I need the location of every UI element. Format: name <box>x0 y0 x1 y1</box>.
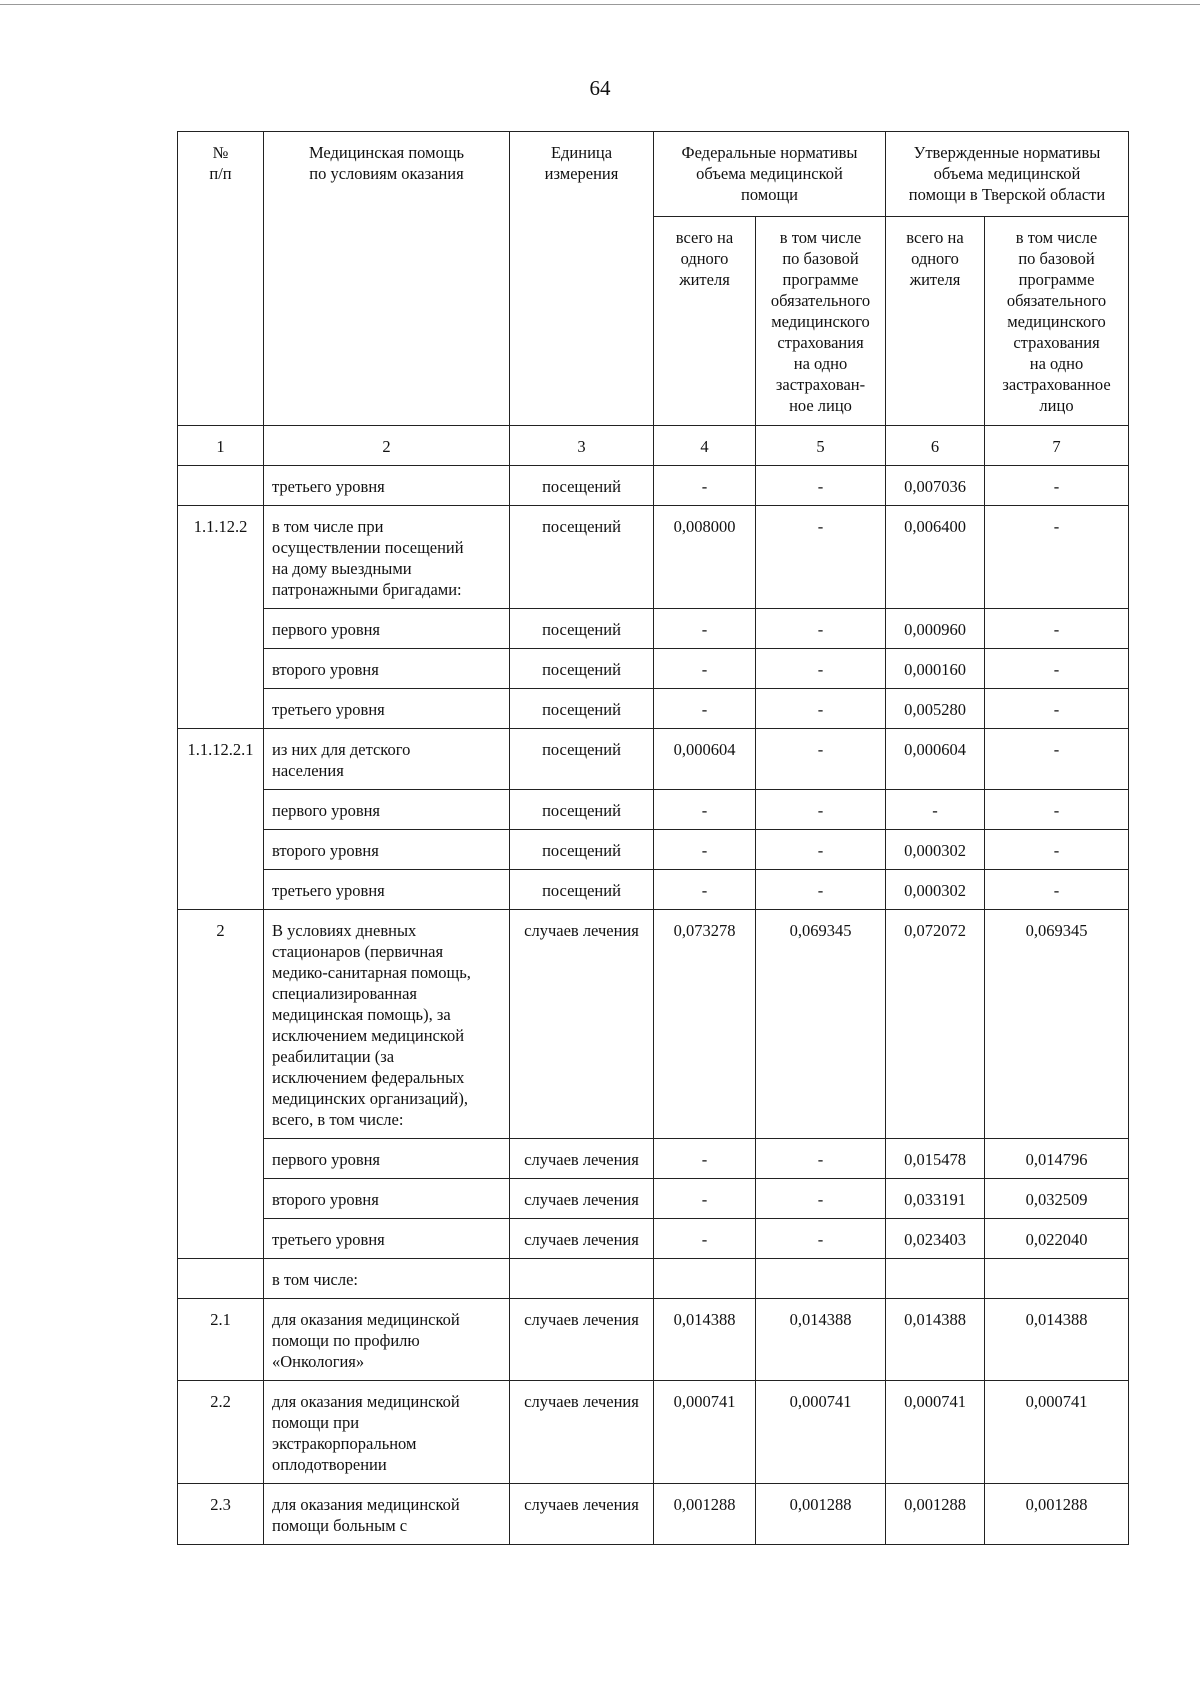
appr-oms-value: - <box>985 729 1129 790</box>
row-number: 2.2 <box>178 1381 264 1484</box>
appr-oms-value: - <box>985 830 1129 870</box>
header-row-1 <box>178 132 1129 217</box>
row-unit: посещений <box>510 689 654 729</box>
row-number: 2.3 <box>178 1484 264 1545</box>
fed-total-value: - <box>654 830 756 870</box>
column-number: 4 <box>654 426 756 466</box>
fed-oms-value: - <box>756 1139 886 1179</box>
appr-oms-value: - <box>985 466 1129 506</box>
fed-oms-value: 0,069345 <box>756 910 886 1139</box>
appr-total-value: 0,033191 <box>886 1179 985 1219</box>
fed-total-value: - <box>654 609 756 649</box>
column-number: 5 <box>756 426 886 466</box>
table-row <box>178 689 1129 729</box>
appr-total-value: 0,015478 <box>886 1139 985 1179</box>
appr-oms-value: 0,014796 <box>985 1139 1129 1179</box>
appr-total-value: 0,014388 <box>886 1299 985 1381</box>
fed-oms-value: - <box>756 830 886 870</box>
row-unit: посещений <box>510 649 654 689</box>
page-number: 64 <box>589 76 611 100</box>
table-row <box>178 1381 1129 1484</box>
fed-total-value: 0,008000 <box>654 506 756 609</box>
fed-oms-value: - <box>756 466 886 506</box>
fed-total-value: 0,073278 <box>654 910 756 1139</box>
row-unit: случаев лечения <box>510 1219 654 1259</box>
column-number-row <box>178 426 1129 466</box>
row-number <box>178 1259 264 1299</box>
appr-oms-value: - <box>985 609 1129 649</box>
row-number <box>178 466 264 506</box>
fed-total-value: - <box>654 1179 756 1219</box>
appr-total-value: 0,005280 <box>886 689 985 729</box>
top-edge-line <box>0 4 1200 5</box>
header-fed-total: всего на одного жителя <box>654 217 756 426</box>
header-appr-total: всего на одного жителя <box>886 217 985 426</box>
row-number: 2 <box>178 910 264 1259</box>
fed-oms-value: 0,014388 <box>756 1299 886 1381</box>
fed-total-value: 0,001288 <box>654 1484 756 1545</box>
row-name: первого уровня <box>264 790 510 830</box>
table-row <box>178 1139 1129 1179</box>
fed-oms-value: - <box>756 506 886 609</box>
row-name: первого уровня <box>264 1139 510 1179</box>
row-unit: случаев лечения <box>510 1381 654 1484</box>
appr-total-value: 0,072072 <box>886 910 985 1139</box>
table-row <box>178 1219 1129 1259</box>
table-row <box>178 870 1129 910</box>
fed-total-value: - <box>654 790 756 830</box>
appr-oms-value: 0,022040 <box>985 1219 1129 1259</box>
row-unit: случаев лечения <box>510 1299 654 1381</box>
fed-total-value: - <box>654 870 756 910</box>
table-row <box>178 466 1129 506</box>
fed-total-value: 0,000604 <box>654 729 756 790</box>
row-name: второго уровня <box>264 830 510 870</box>
column-number: 6 <box>886 426 985 466</box>
fed-oms-value: - <box>756 1179 886 1219</box>
header-fed-oms: в том числе по базовой программе обязательного медицинского страхования на одно застрахован- ное лицо <box>756 217 886 426</box>
appr-oms-value: - <box>985 506 1129 609</box>
appr-oms-value: 0,014388 <box>985 1299 1129 1381</box>
header-approved-norms: Утвержденные нормативы объема медицинской помощи в Тверской области <box>886 132 1129 217</box>
row-name: третьего уровня <box>264 689 510 729</box>
row-name: второго уровня <box>264 649 510 689</box>
fed-oms-value <box>756 1259 886 1299</box>
fed-total-value: 0,014388 <box>654 1299 756 1381</box>
table-row <box>178 1484 1129 1545</box>
row-name: третьего уровня <box>264 1219 510 1259</box>
row-name: для оказания медицинской помощи больным с <box>264 1484 510 1545</box>
row-unit: случаев лечения <box>510 1484 654 1545</box>
column-number: 1 <box>178 426 264 466</box>
header-federal-norms: Федеральные нормативы объема медицинской помощи <box>654 132 886 217</box>
row-unit <box>510 1259 654 1299</box>
fed-total-value: 0,000741 <box>654 1381 756 1484</box>
row-unit: посещений <box>510 870 654 910</box>
fed-total-value: - <box>654 1219 756 1259</box>
table-row <box>178 609 1129 649</box>
row-unit: посещений <box>510 466 654 506</box>
fed-total-value: - <box>654 689 756 729</box>
appr-oms-value: - <box>985 870 1129 910</box>
appr-oms-value: 0,032509 <box>985 1179 1129 1219</box>
row-name: для оказания медицинской помощи при экстракорпоральном оплодотворении <box>264 1381 510 1484</box>
row-name: третьего уровня <box>264 870 510 910</box>
column-number: 2 <box>264 426 510 466</box>
row-unit: посещений <box>510 506 654 609</box>
row-unit: посещений <box>510 729 654 790</box>
column-number: 3 <box>510 426 654 466</box>
header-col-unit: Единица измерения <box>510 132 654 426</box>
appr-total-value: 0,007036 <box>886 466 985 506</box>
fed-oms-value: - <box>756 1219 886 1259</box>
appr-total-value: - <box>886 790 985 830</box>
row-name: В условиях дневных стационаров (первичная медико-санитарная помощь, специализированная медицинская помощь), за исключением медицинской реабилитации (за исключением федеральных медицинских организаций), всего, в том числе: <box>264 910 510 1139</box>
appr-oms-value: - <box>985 790 1129 830</box>
table-row <box>178 1259 1129 1299</box>
table-row <box>178 729 1129 790</box>
appr-oms-value: 0,069345 <box>985 910 1129 1139</box>
appr-total-value: 0,023403 <box>886 1219 985 1259</box>
table-body <box>178 132 1129 1545</box>
row-unit: посещений <box>510 830 654 870</box>
row-name: третьего уровня <box>264 466 510 506</box>
norms-table <box>177 131 1129 1545</box>
appr-total-value: 0,001288 <box>886 1484 985 1545</box>
appr-total-value: 0,000604 <box>886 729 985 790</box>
header-col-care-type: Медицинская помощь по условиям оказания <box>264 132 510 426</box>
row-number: 2.1 <box>178 1299 264 1381</box>
header-appr-oms: в том числе по базовой программе обязательного медицинского страхования на одно застрахованное лицо <box>985 217 1129 426</box>
fed-oms-value: - <box>756 609 886 649</box>
fed-oms-value: - <box>756 689 886 729</box>
fed-oms-value: - <box>756 729 886 790</box>
row-name: в том числе: <box>264 1259 510 1299</box>
fed-total-value: - <box>654 649 756 689</box>
appr-total-value: 0,000302 <box>886 870 985 910</box>
row-name: для оказания медицинской помощи по профилю «Онкология» <box>264 1299 510 1381</box>
table-row <box>178 1179 1129 1219</box>
table-row <box>178 790 1129 830</box>
appr-total-value: 0,000960 <box>886 609 985 649</box>
fed-oms-value: - <box>756 870 886 910</box>
appr-oms-value: - <box>985 649 1129 689</box>
table-row <box>178 830 1129 870</box>
row-unit: случаев лечения <box>510 1179 654 1219</box>
row-unit: случаев лечения <box>510 1139 654 1179</box>
row-unit: случаев лечения <box>510 910 654 1139</box>
appr-total-value: 0,000160 <box>886 649 985 689</box>
row-unit: посещений <box>510 609 654 649</box>
header-col-number: № п/п <box>178 132 264 426</box>
row-name: из них для детского населения <box>264 729 510 790</box>
fed-oms-value: 0,000741 <box>756 1381 886 1484</box>
fed-total-value <box>654 1259 756 1299</box>
appr-total-value: 0,006400 <box>886 506 985 609</box>
fed-oms-value: - <box>756 790 886 830</box>
appr-total-value <box>886 1259 985 1299</box>
fed-total-value: - <box>654 466 756 506</box>
row-name: первого уровня <box>264 609 510 649</box>
appr-total-value: 0,000741 <box>886 1381 985 1484</box>
row-number: 1.1.12.2 <box>178 506 264 729</box>
table-row <box>178 910 1129 1139</box>
row-name: второго уровня <box>264 1179 510 1219</box>
table-row <box>178 649 1129 689</box>
row-number: 1.1.12.2.1 <box>178 729 264 910</box>
appr-oms-value <box>985 1259 1129 1299</box>
column-number: 7 <box>985 426 1129 466</box>
appr-oms-value: 0,000741 <box>985 1381 1129 1484</box>
row-name: в том числе при осуществлении посещений на дому выездными патронажными бригадами: <box>264 506 510 609</box>
fed-total-value: - <box>654 1139 756 1179</box>
appr-oms-value: - <box>985 689 1129 729</box>
fed-oms-value: - <box>756 649 886 689</box>
appr-total-value: 0,000302 <box>886 830 985 870</box>
table-row <box>178 1299 1129 1381</box>
table-row <box>178 506 1129 609</box>
fed-oms-value: 0,001288 <box>756 1484 886 1545</box>
appr-oms-value: 0,001288 <box>985 1484 1129 1545</box>
row-unit: посещений <box>510 790 654 830</box>
